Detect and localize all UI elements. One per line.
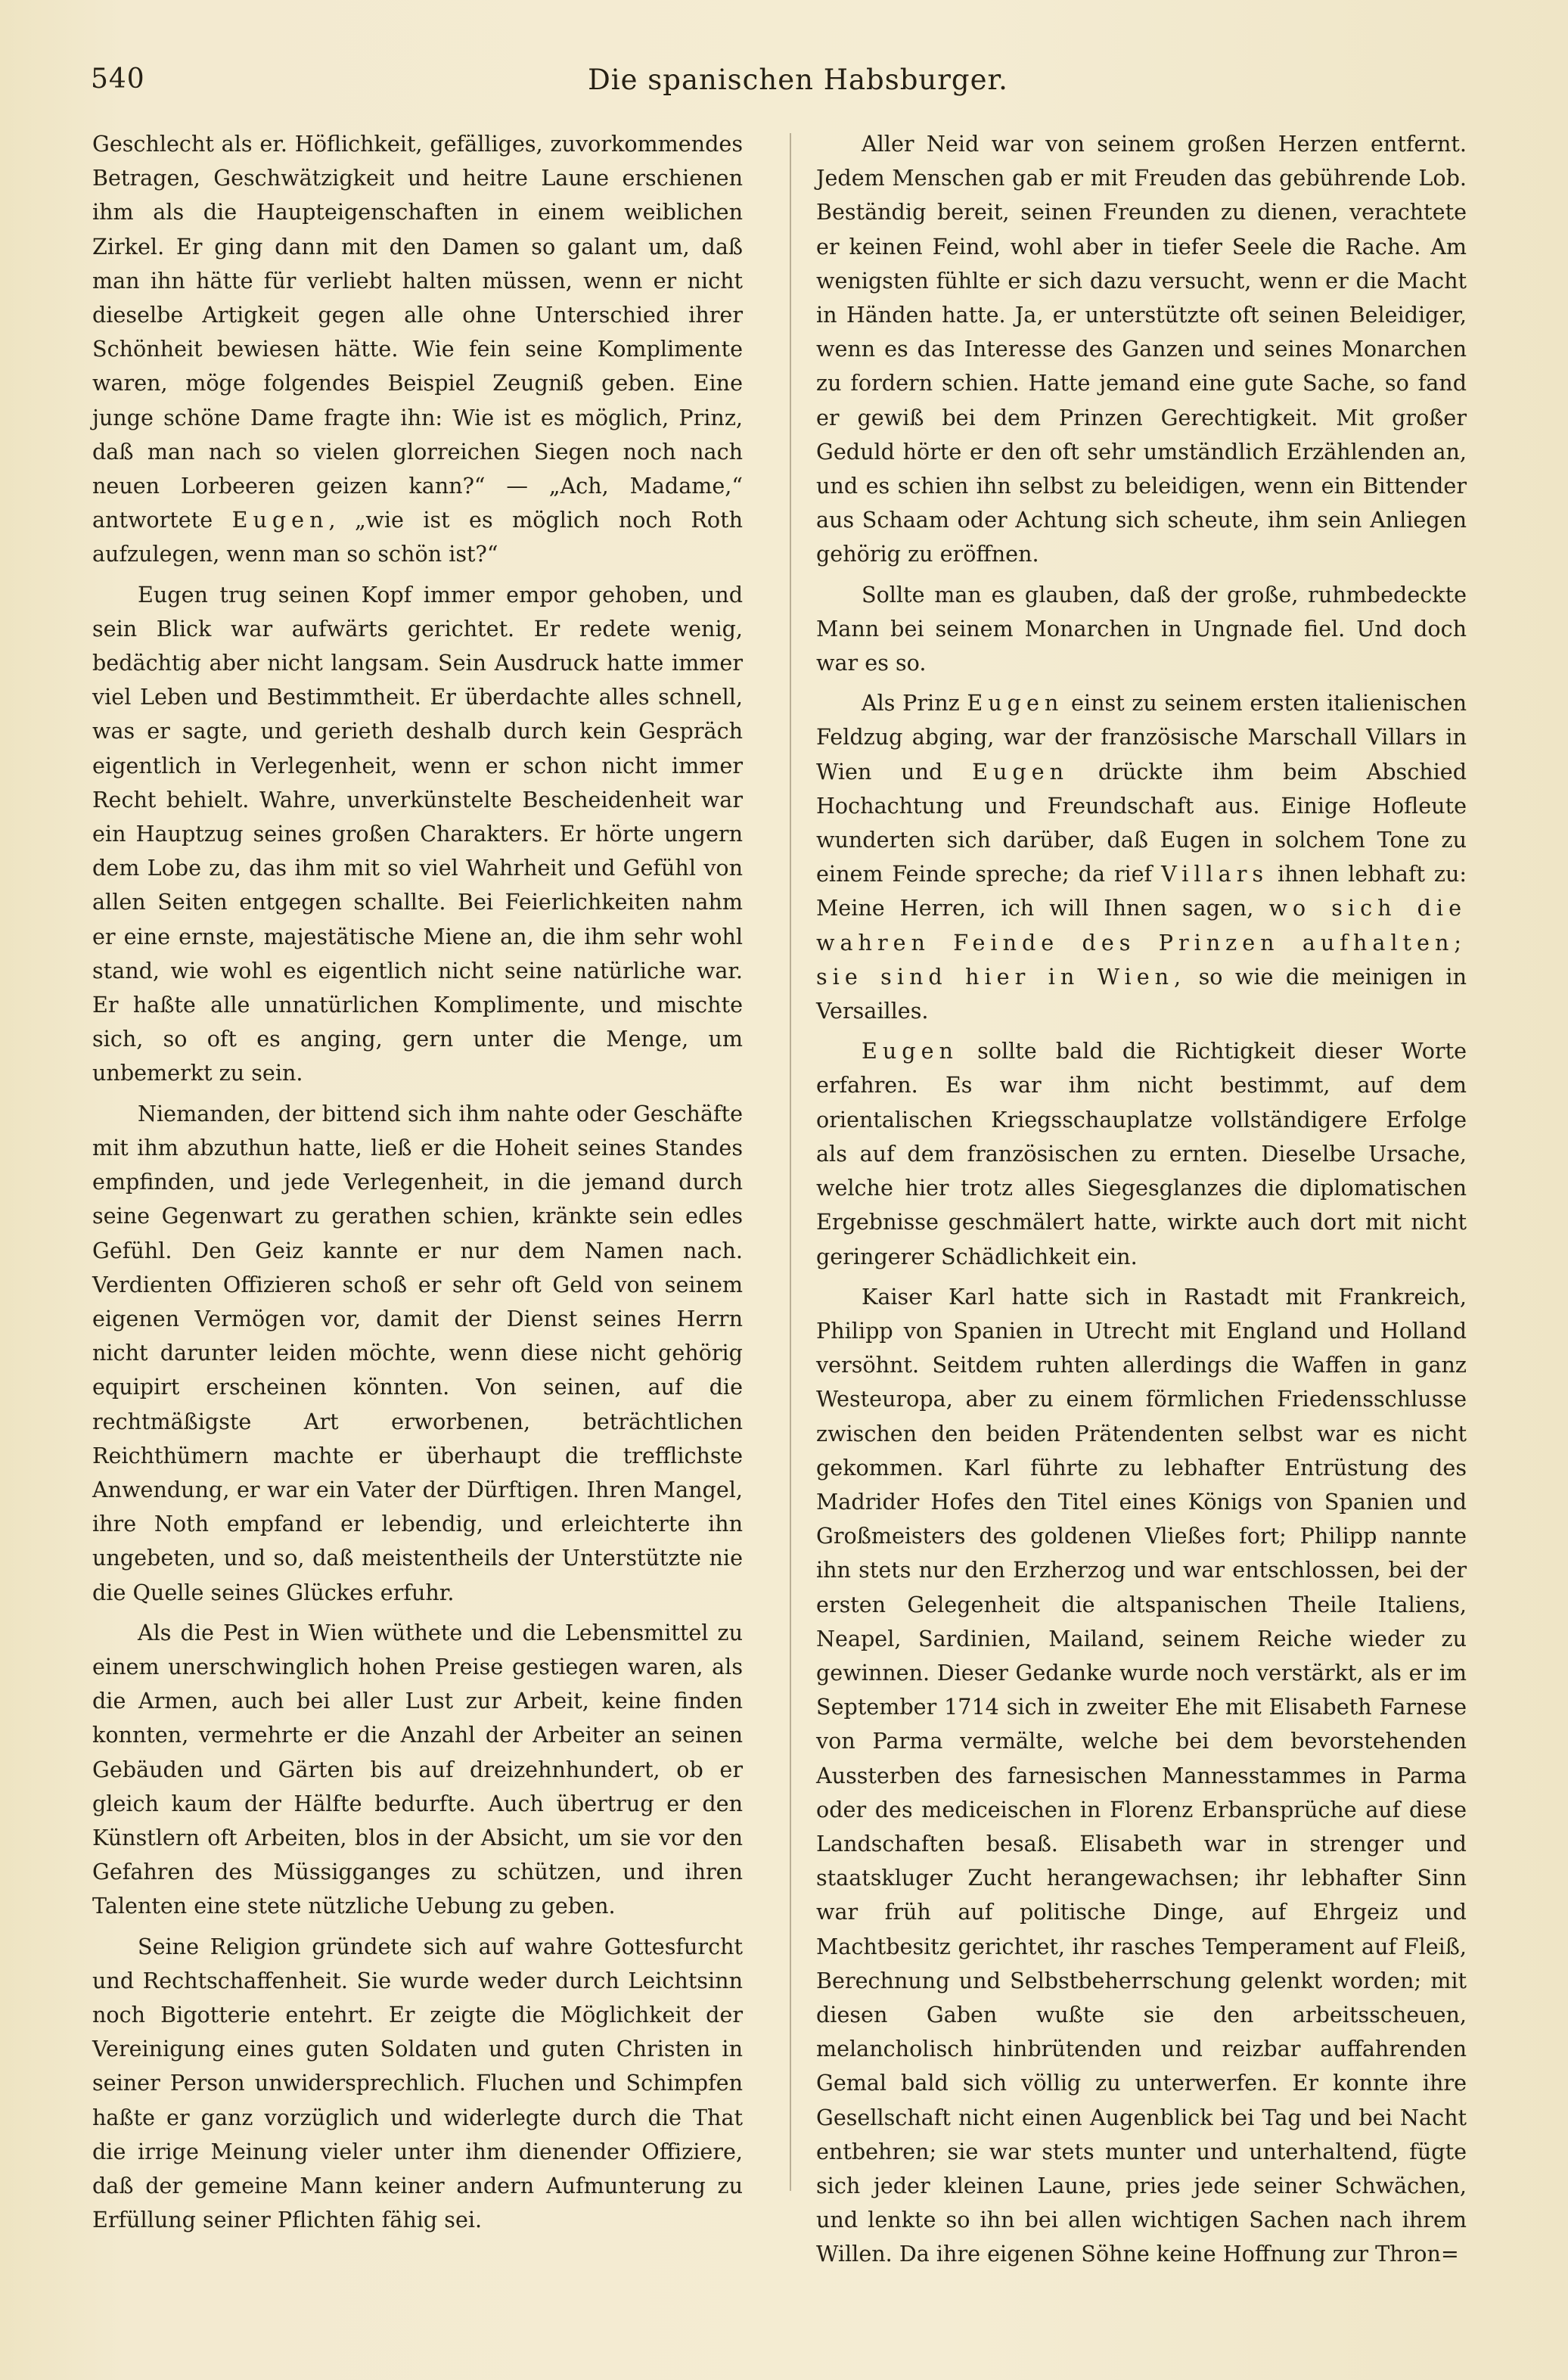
- paragraph: Kaiser Karl hatte sich in Rastadt mit Frankreich, Philipp von Spanien in Utrecht mit England und Holland versöhnt. Seitdem ruhten allerdings die Waffen in ganz Westeuropa, aber zu einem förmlichen Friedensschlusse zwischen den beiden Prätendenten selbst war es nicht gekommen. Karl führte zu lebhafter Entrüstung des Madrider Hofes den Titel eines Königs von Spanien und Großmeisters des goldenen Vließes fort; Philipp nannte ihn stets nur den Erzherzog und war entschlossen, bei der ersten Gelegenheit die altspanischen Theile Italiens, Neapel, Sardinien, Mailand, seinem Reiche wieder zu gewinnen. Dieser Gedanke wurde noch verstärkt, als er im September 1714 sich in zweiter Ehe mit Elisabeth Farnese von Parma vermälte, welche bei dem bevorstehenden Aussterben des farnesischen Mannesstammes in Parma oder des mediceischen in Florenz Erbansprüche auf diese Landschaften besaß. Elisabeth war in strenger und staatskluger Zucht herangewachsen; ihr lebhafter Sinn war früh auf politische Dinge, auf Ehrgeiz und Machtbesitz gerichtet, ihr rasches Temperament auf Fleiß, Berechnung und Selbstbeherrschung gelenkt worden; mit diesen Gaben wußte sie den arbeitsscheuen, melancholisch hinbrütenden und reizbar auffahrenden Gemal bald sich völlig zu unterwerfen. Er konnte ihre Gesellschaft nicht einen Augenblick bei Tag und bei Nacht entbehren; sie war stets munter und unterhaltend, fügte sich jeder kleinen Laune, pries jede seiner Schwächen, und lenkte so ihn bei allen wichtigen Sachen nach ihrem Willen. Da ihre eigenen Söhne keine Hoffnung zur Thron=: [816, 1283, 1467, 2267]
- running-title: Die spanischen Habsburger.: [588, 64, 1008, 96]
- paragraph: Seine Religion gründete sich auf wahre Gottesfurcht und Rechtschaffenheit. Sie wurde weder durch Leichtsinn noch Bigotterie entehrt. Er zeigte die Möglichkeit der Vereinigung eines guten Soldaten und guten Christen in seiner Person unwidersprechlich. Fluchen und Schimpfen haßte er ganz vorzüglich und widerlegte durch die That die irrige Meinung vieler unter ihm dienender Offiziere, daß der gemeine Mann keiner andern Aufmunterung zu Erfüllung seiner Pflichten fähig sei.: [92, 1933, 743, 2233]
- paragraph: Eugen trug seinen Kopf immer empor gehoben, und sein Blick war aufwärts gerichtet. Er redete wenig, bedächtig aber nicht langsam. Sein Ausdruck hatte immer viel Leben und Bestimmtheit. Er überdachte alles schnell, was er sagte, und gerieth deshalb durch kein Gespräch eigentlich in Verlegenheit, wenn er schon nicht immer Recht behielt. Wahre, unverkünstelte Bescheidenheit war ein Hauptzug seines großen Charakters. Er hörte ungern dem Lobe zu, das ihm mit so viel Wahrheit und Gefühl von allen Seiten entgegen schallte. Bei Feierlichkeiten nahm er eine ernste, majestätische Miene an, die ihm sehr wohl stand, wie wohl es eigentlich nicht seine natürliche war. Er haßte alle unnatürlichen Komplimente, und mischte sich, so oft es anging, gern unter die Menge, um unbemerkt zu sein.: [92, 581, 743, 1086]
- paragraph: [816, 686, 1467, 1028]
- paragraph: [816, 1034, 1467, 1273]
- paragraph-text: so wie die meinigen in Versailles.: [816, 963, 1467, 1024]
- spaced-quotation: wo sich die wahren Feinde des Prinzen aufhalten; sie sind hier in Wien,: [816, 895, 1467, 990]
- paragraph: Aller Neid war von seinem großen Herzen entfernt. Jedem Menschen gab er mit Freuden das gebührende Lob. Beständig bereit, seinen Freunden zu dienen, verachtete er keinen Feind, wohl aber in tiefer Seele die Rache. Am wenigsten fühlte er sich dazu versucht, wenn er die Macht in Händen hatte. Ja, er unterstützte oft seinen Beleidiger, wenn es das Interesse des Ganzen und seines Monarchen zu fordern schien. Hatte jemand eine gute Sache, so fand er gewiß bei dem Prinzen Gerechtigkeit. Mit großer Geduld hörte er den oft sehr umständlich Erzählenden an, und es schien ihn selbst zu beleidigen, wenn ein Bittender aus Schaam oder Achtung sich scheute, ihm sein Anliegen gehörig zu eröffnen.: [816, 131, 1467, 567]
- right-column: [816, 127, 1467, 2278]
- left-column: [92, 127, 743, 2243]
- paragraph-text: Als Prinz: [862, 690, 960, 716]
- paragraph-text: , „wie ist es möglich noch Roth aufzulegen, wenn man so schön ist?“: [92, 507, 743, 567]
- name-eugen: Eugen: [231, 507, 329, 533]
- column-divider: [790, 133, 791, 2191]
- paragraph: [92, 127, 743, 572]
- name-eugen: Eugen: [862, 1038, 958, 1064]
- page-header: [91, 64, 1505, 109]
- paragraph: Niemanden, der bittend sich ihm nahte oder Geschäfte mit ihm abzuthun hatte, ließ er die Hoheit seines Standes empfinden, und jede Verlegenheit, in die jemand durch seine Gegenwart zu gerathen schien, kränkte sein edles Gefühl. Den Geiz kannte er nur dem Namen nach. Verdienten Offizieren schoß er sehr oft Geld von seinem eigenen Vermögen vor, damit der Dienst seines Herrn nicht darunter leiden möchte, wenn diese nicht gehörig equipirt erscheinen könnten. Von seinen, auf die rechtmäßigste Art erworbenen, beträchtlichen Reichthümern machte er überhaupt die trefflichste Anwendung, er war ein Vater der Dürftigen. Ihren Mangel, ihre Noth empfand er lebendig, und erleichterte ihn ungebeten, und so, daß meistentheils der Unterstützte nie die Quelle seines Glückes erfuhr.: [92, 1100, 743, 1605]
- name-eugen: Eugen: [967, 690, 1064, 716]
- paragraph-text: sollte bald die Richtigkeit dieser Worte erfahren. Es war ihm nicht bestimmt, auf dem orientalischen Kriegsschauplatze vollständigere Erfolge als auf dem französischen zu ernten. Dieselbe Ursache, welche hier trotz alles Siegesglanzes die diplomatischen Ergebnisse geschmälert hatte, wirkte auch dort mit nicht geringerer Schädlichkeit ein.: [816, 1038, 1467, 1269]
- paragraph: Als die Pest in Wien wüthete und die Lebensmittel zu einem unerschwinglich hohen Preise gestiegen waren, als die Armen, auch bei aller Lust zur Arbeit, keine finden konnten, vermehrte er die Anzahl der Arbeiter an seinen Gebäuden und Gärten bis auf dreizehnhundert, ob er gleich kaum der Hälfte bedurfte. Auch übertrug er den Künstlern oft Arbeiten, blos in der Absicht, um sie vor den Gefahren des Müssigganges zu schützen, und ihren Talenten eine stete nützliche Uebung zu geben.: [92, 1619, 743, 1919]
- paragraph-text: ihnen lebhaft zu: Meine Herren, ich will Ihnen sagen,: [816, 861, 1467, 921]
- paragraph-text: einst zu seinem ersten italienischen Feldzug abging, war der französische Marschall Villars in Wien und: [816, 690, 1467, 785]
- paragraph: Sollte man es glauben, daß der große, ruhmbedeckte Mann bei seinem Monarchen in Ungnade fiel. Und doch war es so.: [816, 581, 1467, 676]
- name-villars: Villars: [1161, 861, 1269, 887]
- name-eugen: Eugen: [972, 758, 1070, 785]
- paragraph-text: drückte ihm beim Abschied Hochachtung und Freundschaft aus. Einige Hofleute wunderten sich darüber, daß Eugen in solchem Tone zu einem Feinde spreche; da rief: [816, 758, 1467, 887]
- page-number: 540: [91, 64, 145, 95]
- paragraph-text: Geschlecht als er. Höflichkeit, gefälliges, zuvorkommendes Betragen, Geschwätzigkeit und heitre Laune erschienen ihm als die Haupteigenschaften in einem weiblichen Zirkel. Er ging dann mit den Damen so galant um, daß man ihn hätte für verliebt halten müssen, wenn er nicht dieselbe Artigkeit gegen alle ohne Unterschied ihrer Schönheit bewiesen hätte. Wie fein seine Komplimente waren, möge folgendes Beispiel Zeugniß geben. Eine junge schöne Dame fragte ihn: Wie ist es möglich, Prinz, daß man nach so vielen glorreichen Siegen noch nach neuen Lorbeeren geizen kann?“ — „Ach, Madame,“ antwortete: [92, 131, 743, 533]
